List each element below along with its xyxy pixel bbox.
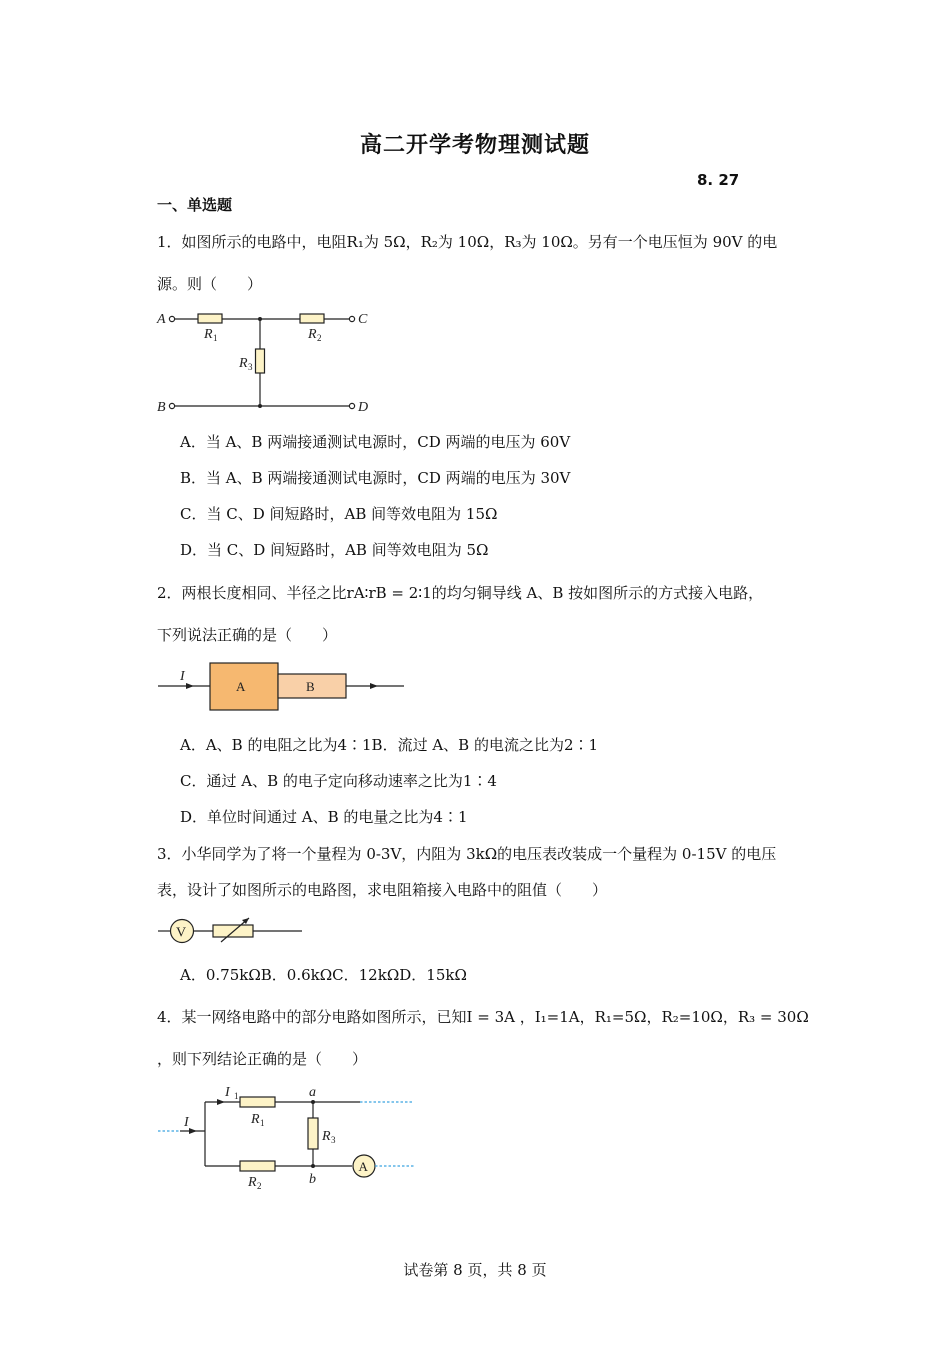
q1-option-a[interactable]: A．当 A、B 两端接通测试电源时，CD 两端的电压为 60V [180, 433, 571, 451]
q1-r1-sub: 1 [213, 333, 218, 343]
q4-r2-sub: 2 [257, 1181, 262, 1191]
q4-r3-label: R [322, 1129, 331, 1144]
q4-r1-label: R [251, 1112, 260, 1127]
q4-node-b: b [309, 1172, 316, 1187]
q2-option-c[interactable]: C．通过 A、B 的电子定向移动速率之比为1∶4 [180, 772, 497, 790]
q1-r2-label: R [308, 327, 317, 342]
q1-r2-sub: 2 [317, 333, 322, 343]
q1-option-d[interactable]: D．当 C、D 间短路时，AB 间等效电阻为 5Ω [180, 541, 489, 559]
q1-text-line1: 1．如图所示的电路中，电阻R₁为 5Ω，R₂为 10Ω，R₃为 10Ω。另有一个电压恒为 90V 的电 [157, 233, 778, 251]
q1-option-c[interactable]: C．当 C、D 间短路时，AB 间等效电阻为 15Ω [180, 505, 498, 523]
q1-r3-sub: 3 [248, 362, 253, 372]
q2-option-ab[interactable]: A．A、B 的电阻之比为4∶1B．流过 A、B 的电流之比为2∶1 [180, 736, 599, 754]
q4-text-line1: 4．某一网络电路中的部分电路如图所示，已知I = 3A ，I₁=1A，R₁=5Ω，R₂=10Ω，R₃ = 30Ω [157, 1008, 809, 1026]
page-title: 高二开学考物理测试题 [359, 133, 590, 158]
q3-voltmeter-label: V [176, 925, 187, 941]
q4-node-a: a [309, 1085, 316, 1100]
q3-options[interactable]: A．0.75kΩB．0.6kΩC．12kΩD．15kΩ [180, 966, 467, 984]
q1-terminal-c: C [358, 312, 368, 327]
page-footer: 试卷第 8 页，共 8 页 [403, 1261, 547, 1279]
q1-r3-label: R [239, 356, 248, 371]
q3-text-line2: 表，设计了如图所示的电路图，求电阻箱接入电路中的阻值（ ） [157, 881, 608, 899]
q1-terminal-a: A [157, 312, 166, 327]
q2-wire-b-label: B [306, 679, 315, 694]
q4-i1-sub: 1 [234, 1091, 239, 1101]
q1-text-line2: 源。则（ ） [157, 275, 263, 293]
q3-voltmeter-circuit [150, 912, 310, 952]
section-heading: 一、单选题 [157, 196, 233, 214]
q2-text-line1: 2．两根长度相同、半径之比rA∶rB = 2∶1的均匀铜导线 A、B 按如图所示的方式接入电路， [157, 584, 764, 602]
q1-terminal-b: B [157, 400, 166, 415]
q4-text-line2: ，则下列结论正确的是（ ） [157, 1050, 368, 1068]
q1-terminal-d: D [358, 400, 369, 415]
q2-text-line2: 下列说法正确的是（ ） [157, 626, 338, 644]
q3-text-line1: 3．小华同学为了将一个量程为 0-3V，内阻为 3kΩ的电压表改装成一个量程为 0-15V 的电压 [157, 845, 777, 863]
q4-r1-sub: 1 [260, 1118, 265, 1128]
q1-option-b[interactable]: B．当 A、B 两端接通测试电源时，CD 两端的电压为 30V [180, 469, 571, 487]
q2-wire-a-label: A [236, 679, 246, 694]
q1-circuit-diagram [150, 300, 390, 420]
exam-date: 8. 27 [697, 171, 740, 189]
q2-wire-diagram [150, 655, 410, 715]
q4-i1-label: I [225, 1085, 230, 1100]
q2-current-label: I [180, 669, 185, 684]
q2-option-d[interactable]: D．单位时间通过 A、B 的电量之比为4∶1 [180, 808, 468, 826]
q4-network-circuit [150, 1080, 430, 1195]
q4-ammeter-label: A [358, 1159, 368, 1174]
q4-r2-label: R [248, 1175, 257, 1190]
q4-r3-sub: 3 [331, 1135, 336, 1145]
q1-r1-label: R [204, 327, 213, 342]
q4-i-label: I [184, 1115, 189, 1130]
